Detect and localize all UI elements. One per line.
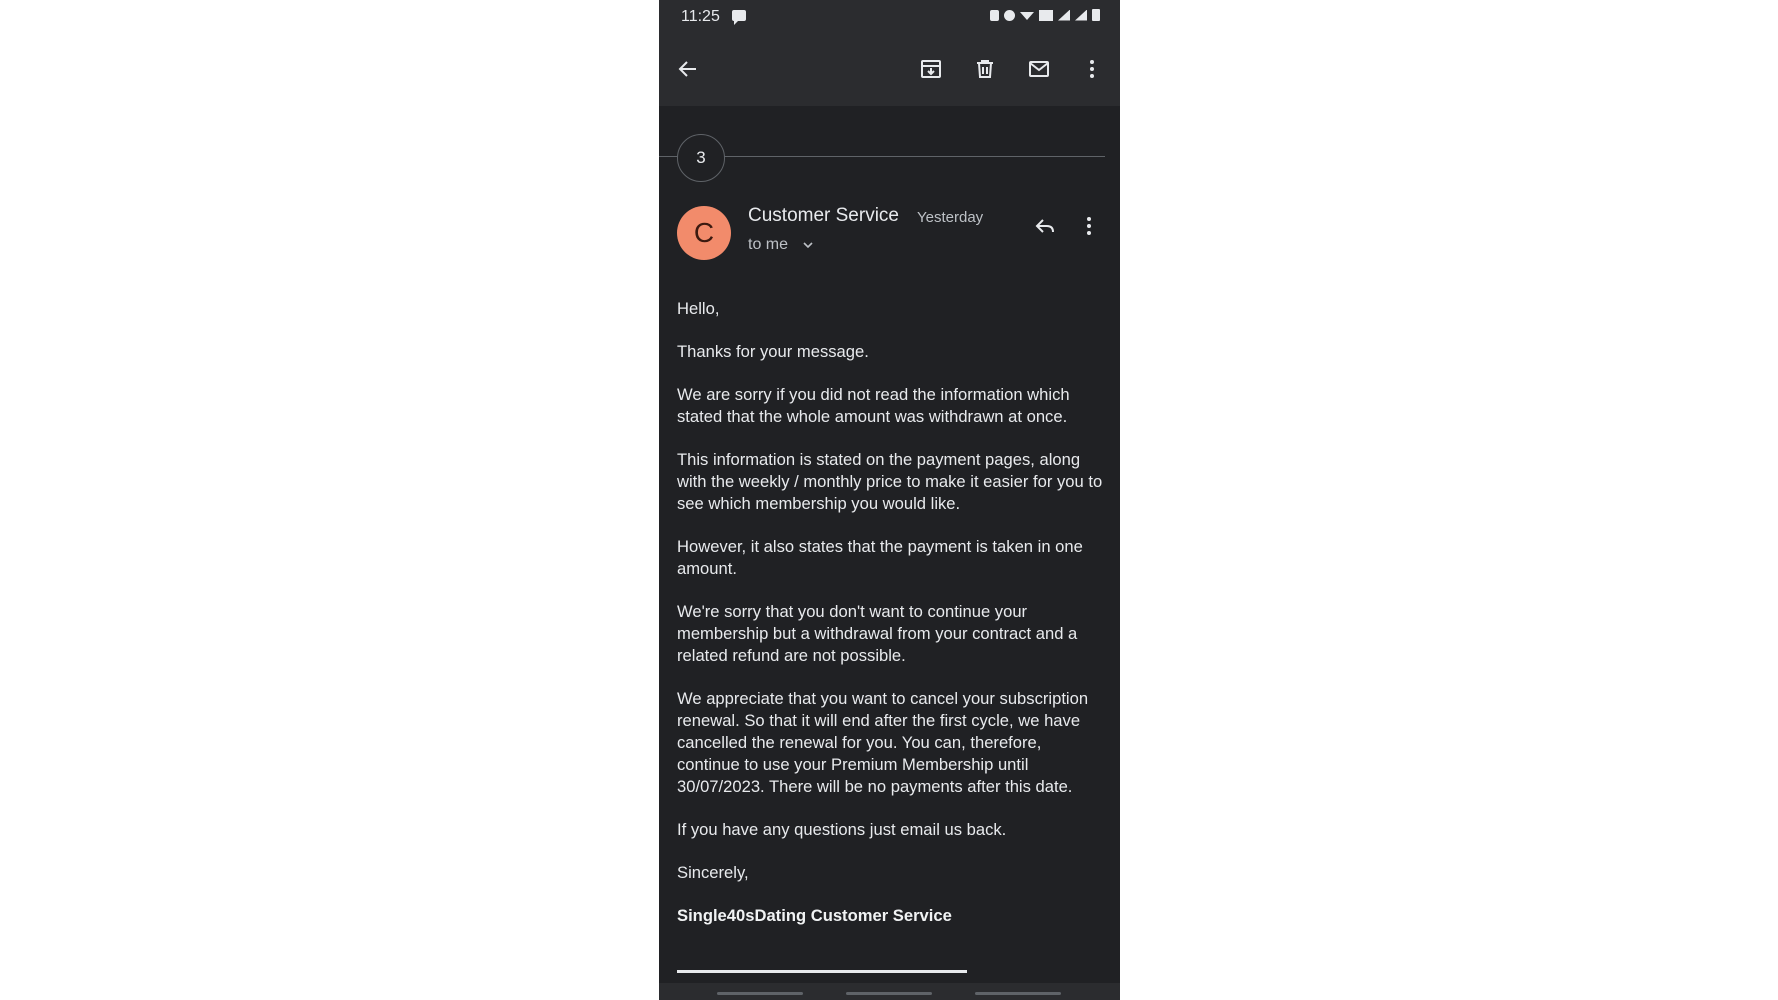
mark-unread-button[interactable] (1021, 51, 1057, 87)
archive-button[interactable] (913, 51, 949, 87)
trash-icon (973, 57, 997, 81)
archive-icon (919, 57, 943, 81)
signature: Single40sDating Customer Service (677, 906, 952, 925)
body-paragraph: However, it also states that the payment is taken in one amount. (677, 537, 1083, 578)
wifi-icon (1020, 10, 1034, 20)
nav-recents-button[interactable] (717, 992, 803, 995)
battery-icon (1092, 9, 1100, 21)
more-vert-icon (1077, 214, 1101, 238)
mail-icon (1027, 57, 1051, 81)
signature-divider (677, 970, 967, 973)
sender-name: Customer Service (748, 205, 899, 226)
phone-screen (659, 0, 1120, 1000)
status-bar (659, 0, 1120, 36)
avatar[interactable]: C (677, 206, 731, 260)
thread-divider (659, 156, 1105, 157)
nav-home-button[interactable] (846, 992, 932, 995)
email-toolbar (659, 36, 1120, 106)
alarm-icon (1004, 10, 1015, 21)
body-paragraph: Thanks for your message. (677, 342, 869, 361)
status-icons (990, 9, 1100, 21)
chevron-down-icon[interactable] (802, 239, 814, 251)
body-paragraph: If you have any questions just email us back. (677, 820, 1007, 839)
signal-icon (1058, 10, 1070, 21)
status-time: 11:25 (681, 8, 720, 25)
message-body (677, 298, 1107, 948)
lock-icon (990, 10, 999, 21)
chat-notification-icon (732, 10, 746, 21)
delete-button[interactable] (967, 51, 1003, 87)
body-paragraph: This information is stated on the payment pages, along with the weekly / monthly price to make it easier for you to see which membership you would like. (677, 450, 1103, 513)
back-button[interactable] (670, 51, 706, 87)
body-paragraph: We appreciate that you want to cancel your subscription renewal. So that it will end after the first cycle, we have cancelled the renewal for you. You can, therefore, continue to use your Premium Membership until 30/07/2023. There will be no payments after this date. (677, 689, 1089, 796)
arrow-left-icon (676, 57, 700, 81)
body-paragraph: We're sorry that you don't want to continue your membership but a withdrawal from your contract and a related refund are not possible. (677, 602, 1078, 665)
recipient-label[interactable]: to me (748, 236, 789, 253)
collapsed-messages-count[interactable]: 3 (677, 134, 725, 182)
body-paragraph: Hello, (677, 299, 720, 318)
signal-icon (1075, 10, 1087, 21)
reply-button[interactable] (1033, 214, 1063, 244)
reply-icon (1033, 214, 1057, 238)
message-more-button[interactable] (1077, 214, 1107, 244)
more-options-button[interactable] (1074, 51, 1110, 87)
more-vert-icon (1080, 57, 1104, 81)
body-paragraph: We are sorry if you did not read the information which stated that the whole amount was withdrawn at once. (677, 385, 1070, 426)
volte-icon (1039, 10, 1053, 21)
nav-back-button[interactable] (975, 992, 1061, 995)
navigation-bar (659, 983, 1120, 1000)
message-date: Yesterday (917, 209, 984, 226)
body-paragraph: Sincerely, (677, 863, 749, 882)
